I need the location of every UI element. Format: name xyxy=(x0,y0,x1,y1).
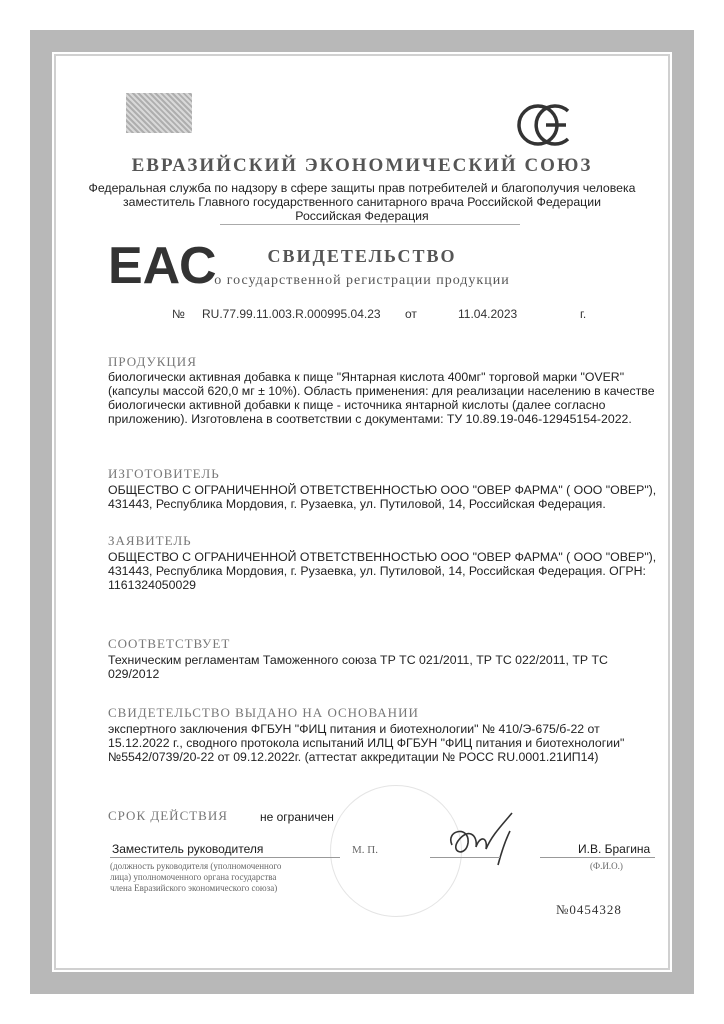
date-label: от xyxy=(405,307,417,321)
registration-number: RU.77.99.11.003.R.000995.04.23 xyxy=(202,307,381,321)
agency-line-2: заместитель Главного государственного санитарного врача Российской Федерации xyxy=(123,195,601,209)
signatory-position: Заместитель руководителя xyxy=(112,842,264,856)
eac-mark-text: ЕАС xyxy=(108,237,217,295)
certificate-title: СВИДЕТЕЛЬСТВО xyxy=(267,246,457,266)
conforms-text: Техническим регламентам Таможенного союза ТР ТС 021/2011, ТР ТС 022/2011, ТР ТС 029/2012 xyxy=(108,653,608,681)
year-suffix: г. xyxy=(580,307,587,321)
manufacturer-label: ИЗГОТОВИТЕЛЬ xyxy=(108,466,220,481)
registration-date: 11.04.2023 xyxy=(458,307,518,321)
serial-number: №0454328 xyxy=(556,902,622,917)
handwritten-signature xyxy=(440,805,530,870)
certificate-subtitle: о государственной регистрации продукции xyxy=(214,273,510,288)
signatory-name: И.В. Брагина xyxy=(578,842,651,856)
number-label: № xyxy=(172,307,185,321)
manufacturer-text: ОБЩЕСТВО С ОГРАНИЧЕННОЙ ОТВЕТСТВЕННОСТЬЮ ООО "ОВЕР ФАРМА" ( ООО "ОВЕР"), 431443, Республика Мордовия, г. Рузаевка, ул. Путиловой, 14, Российская Федерация. xyxy=(108,483,657,511)
ce-logo-icon xyxy=(516,103,576,147)
fio-caption: (Ф.И.О.) xyxy=(590,861,623,871)
position-caption-line-2: лица) уполномоченного органа государства xyxy=(110,872,277,882)
agency-line-1: Федеральная служба по надзору в сфере защиты прав потребителей и благополучия человека xyxy=(88,181,636,195)
basis-label: СВИДЕТЕЛЬСТВО ВЫДАНО НА ОСНОВАНИИ xyxy=(108,705,419,720)
basis-text: экспертного заключения ФГБУН "ФИЦ питания и биотехнологии" № 410/Э-675/б-22 от 15.12.2022 г., сводного протокола испытаний ИЛЦ ФГБУН "ФИЦ питания и биотехнологии" №5542/0739/20-22 от 09.12.2022г. (аттестат аккредитации № РОСС RU.0001.21ИП14) xyxy=(108,722,625,764)
position-caption-line-3: члена Евразийского экономического союза) xyxy=(110,883,278,893)
validity-label: СРОК ДЕЙСТВИЯ xyxy=(108,808,228,823)
signature-line-position xyxy=(110,857,340,858)
agency-line-3: Российская Федерация xyxy=(295,209,429,223)
agency-underline xyxy=(220,224,520,226)
applicant-label: ЗАЯВИТЕЛЬ xyxy=(108,533,192,548)
qr-code-stamp xyxy=(126,93,192,133)
applicant-text: ОБЩЕСТВО С ОГРАНИЧЕННОЙ ОТВЕТСТВЕННОСТЬЮ ООО "ОВЕР ФАРМА" ( ООО "ОВЕР"), 431443, Республика Мордовия, г. Рузаевка, ул. Путиловой, 14, Российская Федерация. ОГРН: 1161324050029 xyxy=(108,550,657,592)
signature-line-name xyxy=(540,857,655,858)
position-caption xyxy=(110,861,360,894)
validity-text: не ограничен xyxy=(260,810,334,824)
product-text: биологически активная добавка к пище "Янтарная кислота 400мг" торговой марки "OVER" (капсулы массой 620,0 мг ± 10%). Область применения: для реализации населению в качестве биологически активной добавки к пище - источника янтарной кислоты (далее согласно приложению). Изготовлена в соответствии с документами: ТУ 10.89.19-046-12945154-2022. xyxy=(108,370,655,426)
conforms-label: СООТВЕТСТВУЕТ xyxy=(108,636,231,651)
union-title: ЕВРАЗИЙСКИЙ ЭКОНОМИЧЕСКИЙ СОЮЗ xyxy=(131,155,593,176)
signature-line-sign xyxy=(430,857,500,858)
position-caption-line-1: (должность руководителя (уполномоченного xyxy=(110,861,282,871)
agency-block xyxy=(80,181,644,223)
stamp-mp: М. П. xyxy=(352,844,378,856)
product-label: ПРОДУКЦИЯ xyxy=(108,354,197,369)
